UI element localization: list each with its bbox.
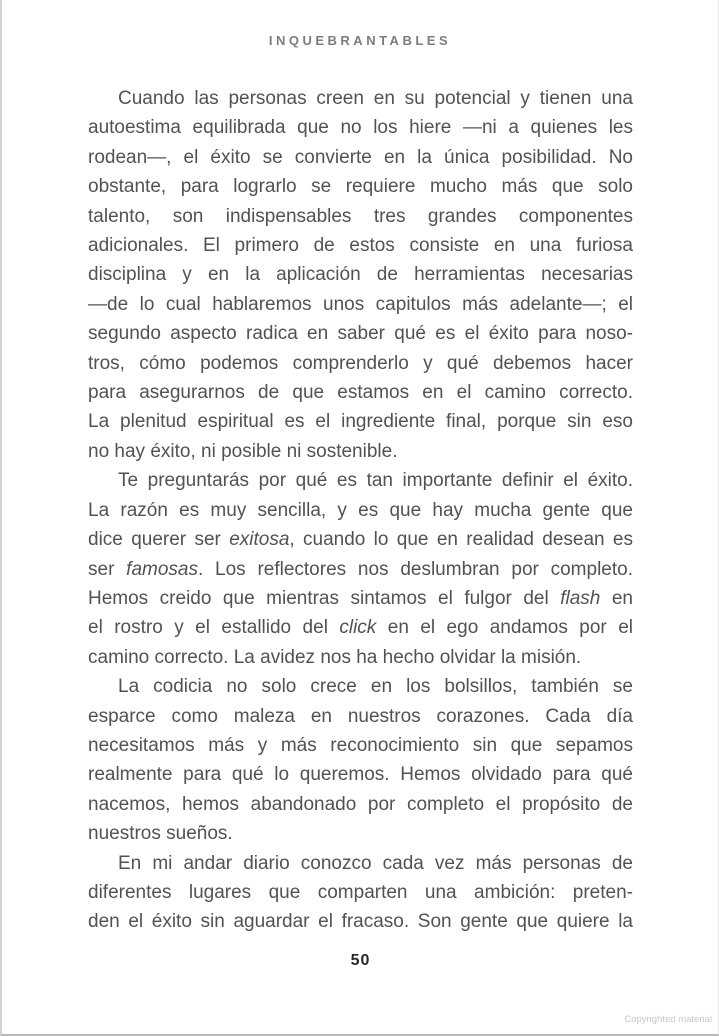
text-line [88, 378, 633, 407]
paragraph [88, 84, 633, 466]
paragraph [88, 849, 633, 937]
text-run: disciplina y en la aplicación de herramientas necesarias [88, 264, 633, 286]
text-run: La razón es muy sencilla, y es que hay mucha gente que [88, 499, 633, 521]
text-line [88, 849, 633, 878]
paragraph [88, 672, 633, 848]
page-number: 50 [350, 952, 371, 969]
text-run: Hemos creido que mientras sintamos el fulgor del [88, 587, 561, 609]
text-run: En mi andar diario conozco cada vez más personas de [118, 852, 633, 874]
text-run: autoestima equilibrada que no los hiere —ni a quienes les [88, 117, 633, 139]
text-run: den el éxito sin aguardar el fracaso. Son gente que quiere la [88, 911, 633, 933]
copyright-notice: Copyrighted material [624, 1014, 712, 1025]
text-line [88, 113, 633, 142]
text-run: La codicia no solo crece en los bolsillos, también se [118, 676, 633, 698]
text-line [88, 878, 633, 907]
text-run: La plenitud espiritual es el ingrediente final, porque sin eso [88, 411, 633, 433]
text-run: el rostro y el estallido del [88, 617, 340, 639]
text-line [88, 319, 633, 348]
text-run: ser [88, 558, 127, 580]
text-line [88, 290, 633, 319]
text-line [88, 407, 633, 436]
text-line [88, 466, 633, 495]
text-run: tros, cómo podemos comprenderlo y qué debemos hacer [88, 352, 633, 374]
italic-text-run: exitosa [229, 529, 290, 551]
text-line [88, 613, 633, 642]
text-line [88, 260, 633, 289]
text-run: Te preguntarás por qué es tan importante definir el éxito. [118, 470, 633, 492]
text-line [88, 760, 633, 789]
text-line [88, 349, 633, 378]
text-run: dice querer ser [88, 529, 230, 551]
text-run: necesitamos más y más reconocimiento sin que sepamos [88, 734, 633, 756]
text-line [88, 790, 633, 819]
text-line [88, 819, 633, 848]
text-run: talento, son indispensables tres grandes componentes [88, 205, 633, 227]
text-line [88, 555, 633, 584]
text-run: Cuando las personas creen en su potencial y tienen una [118, 88, 633, 109]
italic-text-run: click [339, 617, 377, 639]
paragraph [88, 466, 633, 672]
text-run: esparce como maleza en nuestros corazones. Cada día [88, 705, 633, 727]
text-line [88, 731, 633, 760]
text-line [88, 584, 633, 613]
text-line [88, 672, 633, 701]
text-run: —de lo cual hablaremos unos capitulos más adelante—; el [88, 293, 633, 315]
text-run: diferentes lugares que comparten una ambición: preten- [88, 881, 633, 903]
text-line [88, 702, 633, 731]
text-run: obstante, para lograrlo se requiere mucho más que solo [88, 176, 633, 198]
text-run: camino correcto. La avidez nos ha hecho olvidar la misión. [88, 646, 582, 668]
text-line [88, 496, 633, 525]
text-run: rodean—, el éxito se convierte en la única posibilidad. No [88, 146, 633, 168]
text-run: nuestros sueños. [88, 823, 233, 845]
text-line [88, 202, 633, 231]
text-block [88, 84, 633, 937]
text-run: segundo aspecto radica en saber qué es el éxito para noso- [88, 323, 633, 345]
text-line [88, 231, 633, 260]
text-line [88, 643, 633, 672]
text-run: . Los reflectores nos deslumbran por completo. [197, 558, 633, 580]
text-run: adicionales. El primero de estos consiste en una furiosa [88, 235, 633, 257]
running-header: INQUEBRANTABLES [268, 33, 452, 48]
text-run: en el ego andamos por el [376, 617, 633, 639]
text-run: para asegurarnos de que estamos en el camino correcto. [88, 382, 633, 404]
text-line [88, 172, 633, 201]
italic-text-run: famosas [126, 558, 198, 580]
text-line [88, 84, 633, 113]
text-run: realmente para qué lo queremos. Hemos olvidado para qué [88, 764, 633, 786]
text-line [88, 437, 633, 466]
text-line [88, 907, 633, 936]
text-run: nacemos, hemos abandonado por completo el propósito de [88, 793, 633, 815]
text-line [88, 525, 633, 554]
text-run: en [600, 587, 633, 609]
text-run: no hay éxito, ni posible ni sostenible. [88, 440, 398, 462]
text-line [88, 143, 633, 172]
text-run: , cuando lo que en realidad desean es [289, 529, 633, 551]
italic-text-run: flash [560, 587, 601, 609]
